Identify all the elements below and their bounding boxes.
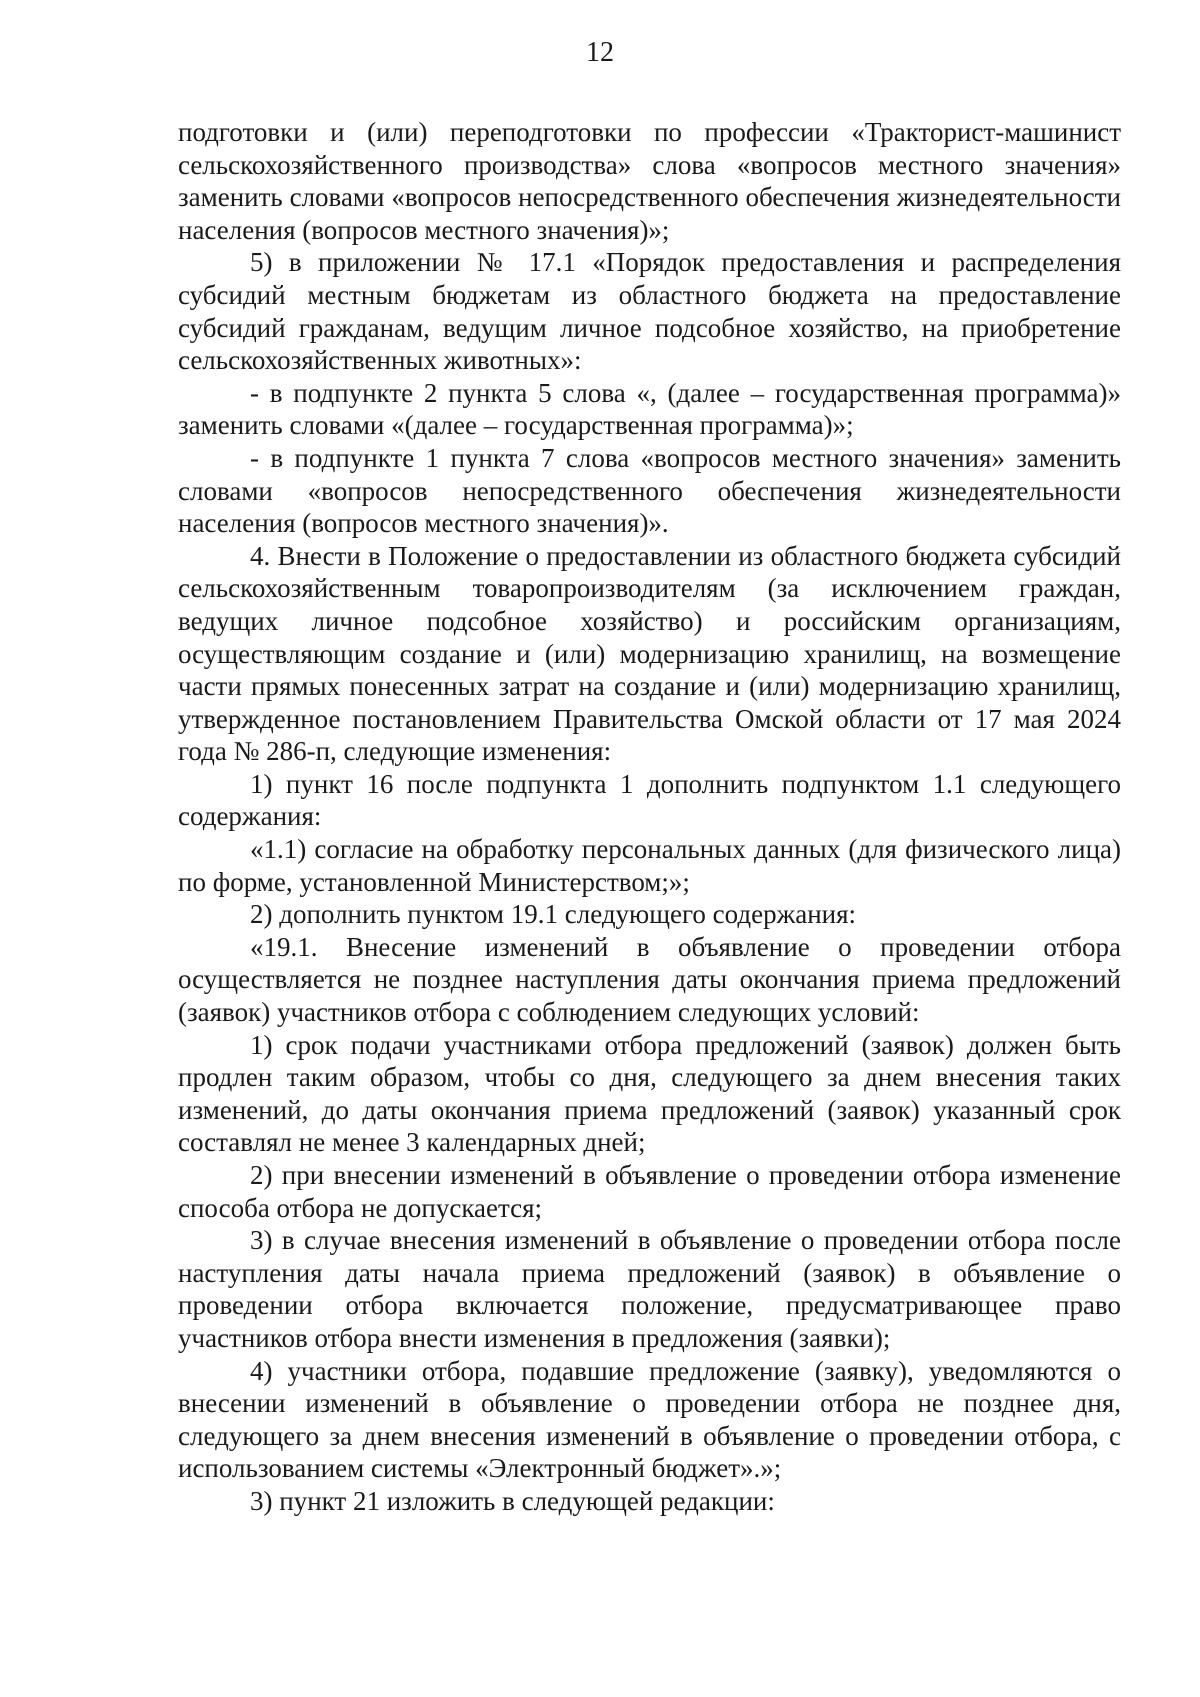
paragraph-condition-4: 4) участники отбора, подавшие предложение (заявку), уведомляются о внесении изменений в объявление о проведении отбора не позднее дня, следующего за днем внесения изменений в объявление о проведении отбора, с использованием системы «Электронный бюджет».»; — [178, 1355, 1121, 1484]
paragraph-change-3: 3) пункт 21 изложить в следующей редакции: — [250, 1485, 775, 1516]
paragraph-subitem-2-5: - в подпункте 2 пункта 5 слова «, (далее – государственная программа)» заменить словами «(далее – государственная программа)»; — [178, 377, 1121, 441]
paragraph-change-1: 1) пункт 16 после подпункта 1 дополнить подпунктом 1.1 следующего содержания: — [178, 768, 1121, 832]
paragraph-condition-3: 3) в случае внесения изменений в объявление о проведении отбора после наступления даты начала приема предложений (заявок) в объявление о проведении отбора включается положение, предусматривающее право участников отбора внести изменения в предложения (заявки); — [178, 1225, 1121, 1353]
document-body — [178, 116, 1121, 1518]
paragraph-condition-2: 2) при внесении изменений в объявление о проведении отбора изменение способа отбора не допускается; — [178, 1160, 1121, 1223]
paragraph-quote-19-1: «19.1. Внесение изменений в объявление о проведении отбора осуществляется не позднее наступления даты окончания приема предложений (заявок) участников отбора с соблюдением следующих условий: — [178, 931, 1121, 1028]
paragraph-continuation: подготовки и (или) переподготовки по профессии «Тракторист-машинист сельскохозяйственного производства» слова «вопросов местного значения» заменить словами «вопросов непосредственного обеспечения жизнедеятельности населения (вопросов местного значения)»; — [178, 117, 1121, 245]
paragraph-change-2: 2) дополнить пунктом 19.1 следующего содержания: — [250, 899, 857, 930]
paragraph-condition-1: 1) срок подачи участниками отбора предложений (заявок) должен быть продлен таким образом, чтобы со дня, следующего за днем внесения таких изменений, до даты окончания приема предложений (заявок) указанный срок составлял не менее 3 календарных дней; — [178, 1029, 1121, 1158]
paragraph-quote-1-1: «1.1) согласие на обработку персональных данных (для физического лица) по форме, установленной Министерством;»; — [178, 834, 1121, 897]
paragraph-subitem-1-7: - в подпункте 1 пункта 7 слова «вопросов местного значения» заменить словами «вопросов непосредственного обеспечения жизнедеятельности населения (вопросов местного значения)». — [178, 442, 1121, 539]
paragraph-section-4: 4. Внести в Положение о предоставлении из областного бюджета субсидий сельскохозяйственным товаропроизводителям (за исключением граждан, ведущих личное подсобное хозяйство) и российским организациям, осуществляющим создание и (или) модернизацию хранилищ, на возмещение части прямых понесенных затрат на создание и (или) модернизацию хранилищ, утвержденное постановлением Правительства Омской области от 17 мая 2024 года № 286-п, следующие изменения: — [178, 540, 1121, 767]
page-number: 12 — [586, 37, 614, 68]
paragraph-item-5: 5) в приложении № 17.1 «Порядок предоставления и распределения субсидий местным бюджетам из областного бюджета на предоставление субсидий гражданам, ведущим личное подсобное хозяйство, на приобретение сельскохозяйственных животных»: — [178, 247, 1121, 376]
